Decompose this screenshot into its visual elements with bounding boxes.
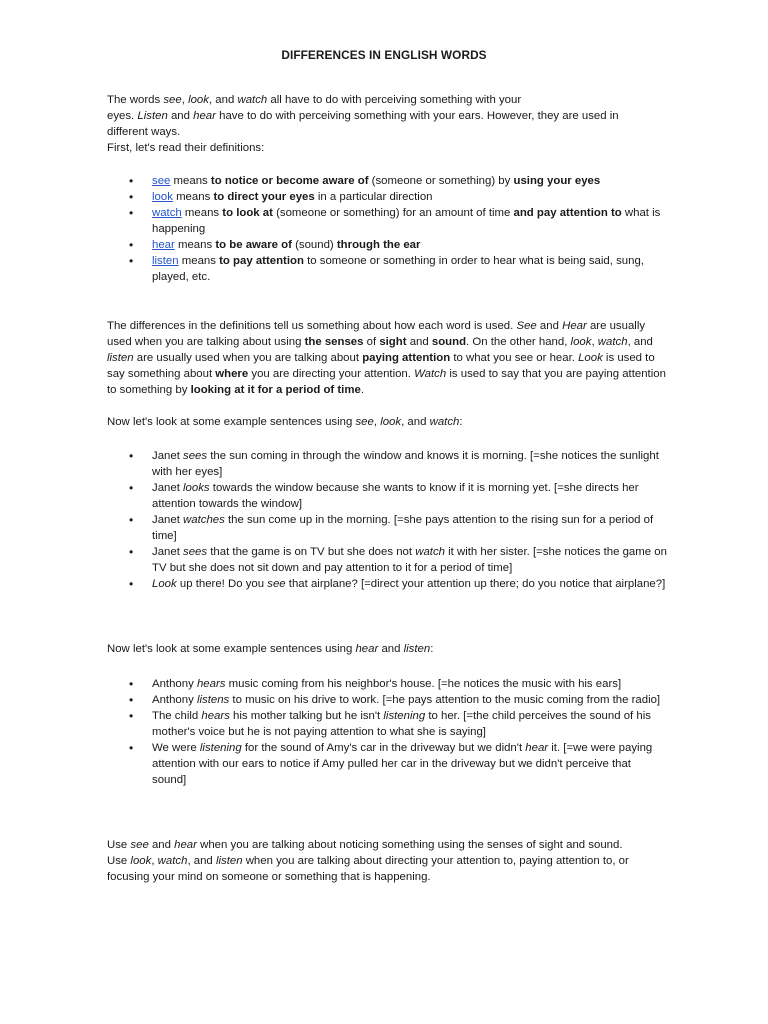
link-listen[interactable]: listen [152,255,179,267]
examples-see-look-watch-list [107,448,667,592]
examples-hear-listen-list [107,676,667,788]
link-watch[interactable]: watch [152,207,182,219]
link-look[interactable]: look [152,191,173,203]
definition-item-see: • see means to notice or become aware of (someone or something) by using your eyes [129,174,601,188]
bullet-icon: • [129,238,134,252]
link-hear[interactable]: hear [152,239,175,251]
intro-line-1: The words see, look, and watch all have to do with perceiving something with your [107,94,522,106]
bullet-icon: • [129,206,134,220]
definitions-list [107,173,667,285]
list-item: • We were listening for the sound of Amy's car in the driveway but we didn't hear it. [=we were paying attention with our ears to notice if Amy pulled her car in the driveway but we didn't perceive that sound] [129,741,653,786]
examples-see-look-watch-intro: Now let's look at some example sentences using see, look, and watch: [107,416,463,428]
bullet-icon: • [129,709,134,723]
intro-line-2: eyes. Listen and hear have to do with perceiving something with your ears. However, they are used in [107,110,619,122]
list-item: • Janet looks towards the window because she wants to know if it is morning yet. [=she directs her attention towards the window] [129,481,639,510]
bullet-icon: • [129,741,134,755]
bullet-icon: • [129,677,134,691]
summary-line-2: Use look, watch, and listen when you are talking about directing your attention to, paying attention to, or focusing your mind on someone or something that is happening. [107,855,629,883]
list-item: • Anthony hears music coming from his neighbor's house. [=he notices the music with his ears] [129,677,622,691]
summary-line-1: Use see and hear when you are talking about noticing something using the senses of sight and sound. [107,839,623,851]
examples-hear-listen-intro: Now let's look at some example sentences using hear and listen: [107,643,434,655]
list-item: • Janet sees the sun coming in through the window and knows it is morning. [=she notices the sunlight with her eyes] [129,449,659,478]
definition-item-look: • look means to direct your eyes in a particular direction [129,190,433,204]
page-title: DIFFERENCES IN ENGLISH WORDS [281,48,487,62]
bullet-icon: • [129,545,134,559]
intro-paragraph [107,92,667,156]
link-see[interactable]: see [152,175,171,187]
definition-item-listen: • listen means to pay attention to someone or something in order to hear what is being said, sung, played, etc. [129,254,644,283]
definition-item-watch: • watch means to look at (someone or something) for an amount of time and pay attention to what is happening [129,206,661,235]
list-item: • Anthony listens to music on his drive to work. [=he pays attention to the music coming from the radio] [129,693,661,707]
list-item: • Look up there! Do you see that airplane? [=direct your attention up there; do you notice that airplane?] [129,577,666,591]
differences-paragraph: The differences in the definitions tell us something about how each word is used. See and Hear are usually used when you are talking about using the senses of sight and sound. On the other hand, look, watch, and listen are usually used when you are talking about paying attention to what you see or hear. Look is used to say something about where you are directing your attention. Watch is used to say that you are paying attention to something by looking at it for a period of time. [107,320,666,396]
bullet-icon: • [129,513,134,527]
definition-item-hear: • hear means to be aware of (sound) through the ear [129,238,421,252]
bullet-icon: • [129,174,134,188]
list-item: • The child hears his mother talking but he isn't listening to her. [=the child perceives the sound of his mother's voice but he is not paying attention to what she is saying] [129,709,651,738]
intro-line-3: different ways. [107,126,181,138]
bullet-icon: • [129,190,134,204]
intro-line-4: First, let's read their definitions: [107,142,265,154]
bullet-icon: • [129,693,134,707]
list-item: • Janet sees that the game is on TV but she does not watch it with her sister. [=she notices the game on TV but she does not sit down and pay attention to it for a period of time] [129,545,667,574]
bullet-icon: • [129,449,134,463]
bullet-icon: • [129,577,134,591]
bullet-icon: • [129,254,134,268]
list-item: • Janet watches the sun come up in the morning. [=she pays attention to the rising sun for a period of time] [129,513,654,542]
summary-paragraph [107,837,667,885]
bullet-icon: • [129,481,134,495]
